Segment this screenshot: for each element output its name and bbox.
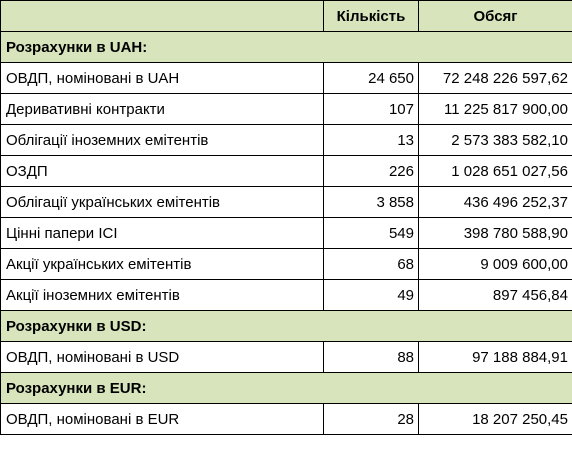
section-row-eur bbox=[1, 373, 572, 404]
row-name: Цінні папери ІСІ bbox=[1, 218, 324, 249]
row-volume: 2 573 383 582,10 bbox=[419, 125, 572, 156]
row-count: 13 bbox=[324, 125, 419, 156]
section-title: Розрахунки в USD: bbox=[1, 311, 572, 342]
section-row-uah bbox=[1, 32, 572, 63]
header-name-cell bbox=[1, 1, 324, 32]
table-row bbox=[1, 218, 572, 249]
row-count: 24 650 bbox=[324, 63, 419, 94]
table-row bbox=[1, 125, 572, 156]
row-count: 88 bbox=[324, 342, 419, 373]
row-volume: 1 028 651 027,56 bbox=[419, 156, 572, 187]
table-row bbox=[1, 280, 572, 311]
table-header-row bbox=[1, 1, 572, 32]
section-title: Розрахунки в UAH: bbox=[1, 32, 572, 63]
header-volume-cell: Обсяг bbox=[419, 1, 572, 32]
row-count: 226 bbox=[324, 156, 419, 187]
row-name: Деривативні контракти bbox=[1, 94, 324, 125]
row-name: ОЗДП bbox=[1, 156, 324, 187]
row-volume: 897 456,84 bbox=[419, 280, 572, 311]
row-volume: 398 780 588,90 bbox=[419, 218, 572, 249]
row-volume: 18 207 250,45 bbox=[419, 404, 572, 435]
row-count: 68 bbox=[324, 249, 419, 280]
table-row bbox=[1, 94, 572, 125]
table-row bbox=[1, 404, 572, 435]
header-count-cell: Кількість bbox=[324, 1, 419, 32]
table-row bbox=[1, 249, 572, 280]
section-title: Розрахунки в EUR: bbox=[1, 373, 572, 404]
row-name: Облігації іноземних емітентів bbox=[1, 125, 324, 156]
table-row bbox=[1, 342, 572, 373]
row-volume: 9 009 600,00 bbox=[419, 249, 572, 280]
row-count: 107 bbox=[324, 94, 419, 125]
row-count: 549 bbox=[324, 218, 419, 249]
row-volume: 11 225 817 900,00 bbox=[419, 94, 572, 125]
table-row bbox=[1, 187, 572, 218]
row-name: Акції українських емітентів bbox=[1, 249, 324, 280]
row-count: 3 858 bbox=[324, 187, 419, 218]
table-row bbox=[1, 63, 572, 94]
row-name: ОВДП, номіновані в EUR bbox=[1, 404, 324, 435]
row-volume: 72 248 226 597,62 bbox=[419, 63, 572, 94]
row-volume: 97 188 884,91 bbox=[419, 342, 572, 373]
row-name: ОВДП, номіновані в USD bbox=[1, 342, 324, 373]
row-name: Акції іноземних емітентів bbox=[1, 280, 324, 311]
section-row-usd bbox=[1, 311, 572, 342]
row-name: ОВДП, номіновані в UAH bbox=[1, 63, 324, 94]
row-count: 28 bbox=[324, 404, 419, 435]
row-volume: 436 496 252,37 bbox=[419, 187, 572, 218]
table-row bbox=[1, 156, 572, 187]
row-count: 49 bbox=[324, 280, 419, 311]
row-name: Облігації українських емітентів bbox=[1, 187, 324, 218]
